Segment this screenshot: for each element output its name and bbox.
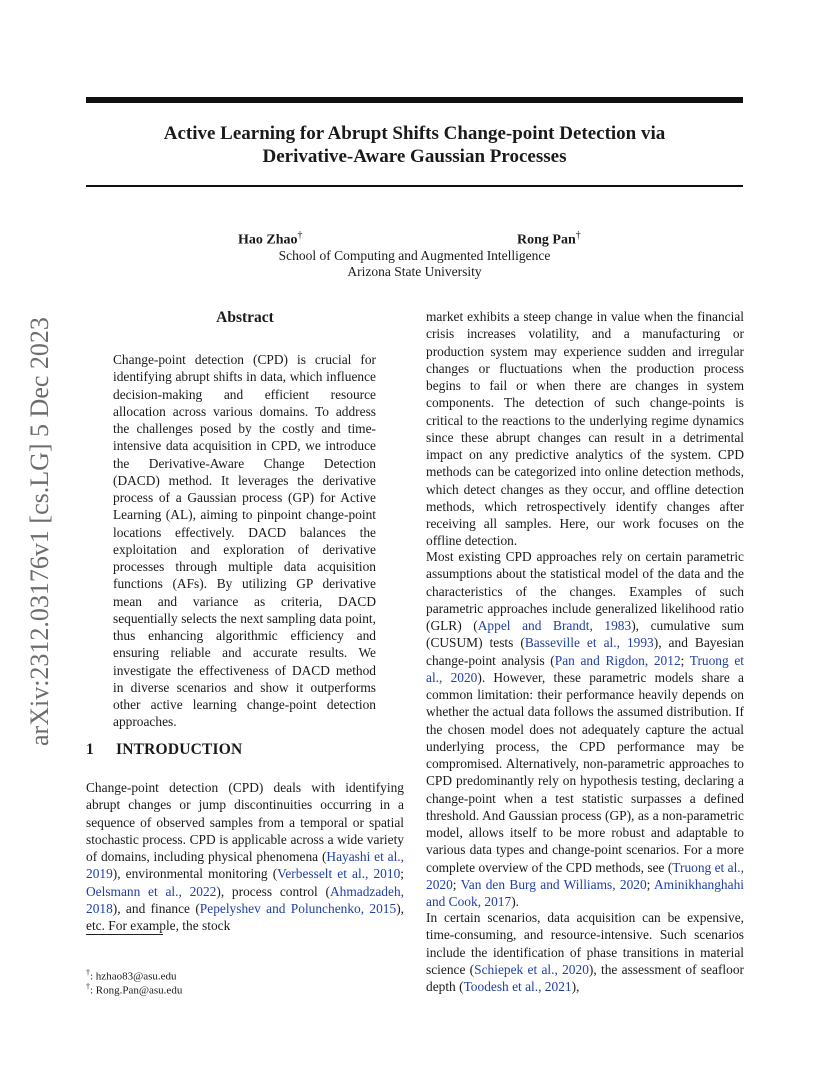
title-line-2: Derivative-Aware Gaussian Processes bbox=[262, 146, 567, 167]
citation-link[interactable]: Toodesh et al., 2021 bbox=[463, 979, 572, 994]
abstract-heading: Abstract bbox=[216, 309, 274, 326]
text-span: ; bbox=[452, 876, 461, 892]
text-span: ), process control ( bbox=[216, 883, 330, 899]
affiliation-line-1: School of Computing and Augmented Intelligence bbox=[278, 248, 551, 263]
right-paragraph-1: market exhibits a steep change in value when the financial crisis increases volatility, and a manufacturing or production system may experience sudden and irregular changes or fluctuations when the production process begins to fail or when there are changes in system components. The detection of such change-points is critical to the reactions to the underlying regime dynamics since these abrupt changes can result in a detrimental impact on any predictive analytics of the system. CPD methods can be categorized into online detection methods, which detect changes as they occur, and offline detection methods, which retrospectively identify changes after receiving all samples. Here, our work focuses on the offline detection. bbox=[426, 309, 744, 549]
section-title: INTRODUCTION bbox=[116, 741, 243, 758]
title-line-1: Active Learning for Abrupt Shifts Change-point Detection via bbox=[163, 123, 666, 144]
author-2-mark: † bbox=[575, 230, 581, 241]
citation-link[interactable]: Schiepek et al., 2020 bbox=[474, 961, 589, 977]
paper-title bbox=[86, 122, 743, 168]
text-span: ; bbox=[680, 652, 690, 668]
text-span: ), environmental monitoring ( bbox=[112, 866, 278, 882]
arxiv-identifier-stamp: arXiv:2312.03176v1 [cs.LG] 5 Dec 2023 bbox=[25, 317, 54, 746]
right-paragraph-3 bbox=[426, 909, 744, 995]
right-paragraph-2 bbox=[426, 548, 744, 910]
abstract-text: Change-point detection (CPD) is crucial for identifying abrupt shifts in data, which influence decision-making and efficient resource allocation across various domains. To address the challenges posed by the costly and time-intensive data acquisition in CPD, we introduce the Derivative-Aware Change Detection (DACD) method. It leverages the derivative process of a Gaussian process (GP) for Active Learning (AL), aiming to pinpoint change-point locations effectively. DACD balances the exploitation and exploration of derivative processes through multiple data acquisition functions (AFs). By utilizing GP derivative mean and variance as criteria, DACD sequentially selects the next sampling data point, thus enhancing algorithmic efficiency and ensuring reliable and accurate results. We investigate the effectiveness of DACD method in diverse scenarios and show it outperforms other active learning change-point detection approaches. bbox=[113, 352, 376, 730]
citation-link[interactable]: Ahmadzadeh, 2018 bbox=[86, 883, 404, 916]
footnote-text: : Rong.Pan@asu.edu bbox=[90, 984, 183, 997]
title-top-rule bbox=[86, 97, 743, 103]
text-span: ), the assessment of seafloor depth ( bbox=[426, 961, 744, 994]
citation-link[interactable]: Pan and Rigdon, 2012 bbox=[554, 652, 681, 668]
citation-link[interactable]: Truong et al., 2020 bbox=[426, 652, 744, 685]
affiliation-line-2: Arizona State University bbox=[347, 264, 482, 279]
text-span: In certain scenarios, data acquisition can be expensive, time-consuming, and resource-intensive. Such scenarios include the identification of phase transitions in material science ( bbox=[426, 910, 744, 977]
citation-link[interactable]: Truong et al., 2020 bbox=[426, 859, 744, 892]
footnote-rule bbox=[86, 934, 163, 935]
citation-link[interactable]: Verbesselt et al., 2010 bbox=[277, 866, 401, 882]
author-1 bbox=[238, 230, 303, 249]
text-span: ). However, these parametric models share a common limitation: their performance heavily depends on whether the actual data follows the assumed distribution. If the chosen model does not adequately capture the actual underlying process, the CPD performance may be compromised. Alternatively, non-parametric approaches to CPD predominantly rely on hypothesis testing, declaring a change-point when a test statistic surpasses a defined threshold. And Gaussian process (GP), as a non-parametric model, allows itself to be more robust and adaptable to various data types and change-point scenarios. For a more complete overview of the CPD methods, see ( bbox=[426, 669, 744, 875]
citation-link[interactable]: Oelsmann et al., 2022 bbox=[86, 883, 217, 899]
footnote-2 bbox=[86, 980, 182, 998]
section-heading-introduction bbox=[86, 741, 242, 759]
citation-link[interactable]: Pepelyshev and Polunchenko, 2015 bbox=[199, 900, 397, 916]
footnote-mark: † bbox=[86, 982, 90, 991]
text-span: ; bbox=[400, 866, 404, 882]
author-2-name: Rong Pan bbox=[517, 232, 576, 248]
author-2 bbox=[517, 230, 581, 249]
footnote-mark: † bbox=[86, 968, 90, 977]
text-span: ), etc. For example, the stock bbox=[86, 900, 404, 933]
text-span: ), bbox=[571, 979, 580, 994]
footnote-text: : hzhao83@asu.edu bbox=[90, 970, 177, 983]
text-span: ), and Bayesian change-point analysis ( bbox=[426, 635, 744, 668]
citation-link[interactable]: Basseville et al., 1993 bbox=[524, 635, 654, 651]
author-1-name: Hao Zhao bbox=[238, 232, 298, 248]
citation-link[interactable]: Hayashi et al., 2019 bbox=[86, 849, 404, 882]
text-span: ), cumulative sum (CUSUM) tests ( bbox=[426, 618, 744, 651]
text-span: ; bbox=[646, 876, 654, 892]
citation-link[interactable]: Appel and Brandt, 1983 bbox=[477, 618, 632, 633]
intro-paragraph bbox=[86, 779, 404, 934]
text-span: Change-point detection (CPD) deals with identifying abrupt changes or jump discontinuities occurring in a sequence of observed samples from a temporal or spatial stochastic process. CPD is applicable across a wide variety of domains, including physical phenomena ( bbox=[86, 780, 404, 864]
text-span: ), and finance ( bbox=[112, 900, 200, 916]
author-1-mark: † bbox=[297, 230, 303, 241]
text-span: Most existing CPD approaches rely on certain parametric assumptions about the statistical model of the data and the characteristics of the changes. Examples of such parametric approaches include generalized likelihood ratio (GLR) ( bbox=[426, 549, 744, 633]
text-span: ). bbox=[511, 894, 519, 909]
section-number: 1 bbox=[86, 741, 94, 758]
citation-link[interactable]: Van den Burg and Williams, 2020 bbox=[460, 876, 647, 892]
title-bottom-rule bbox=[86, 185, 743, 187]
citation-link[interactable]: Aminikhanghahi and Cook, 2017 bbox=[426, 876, 744, 909]
